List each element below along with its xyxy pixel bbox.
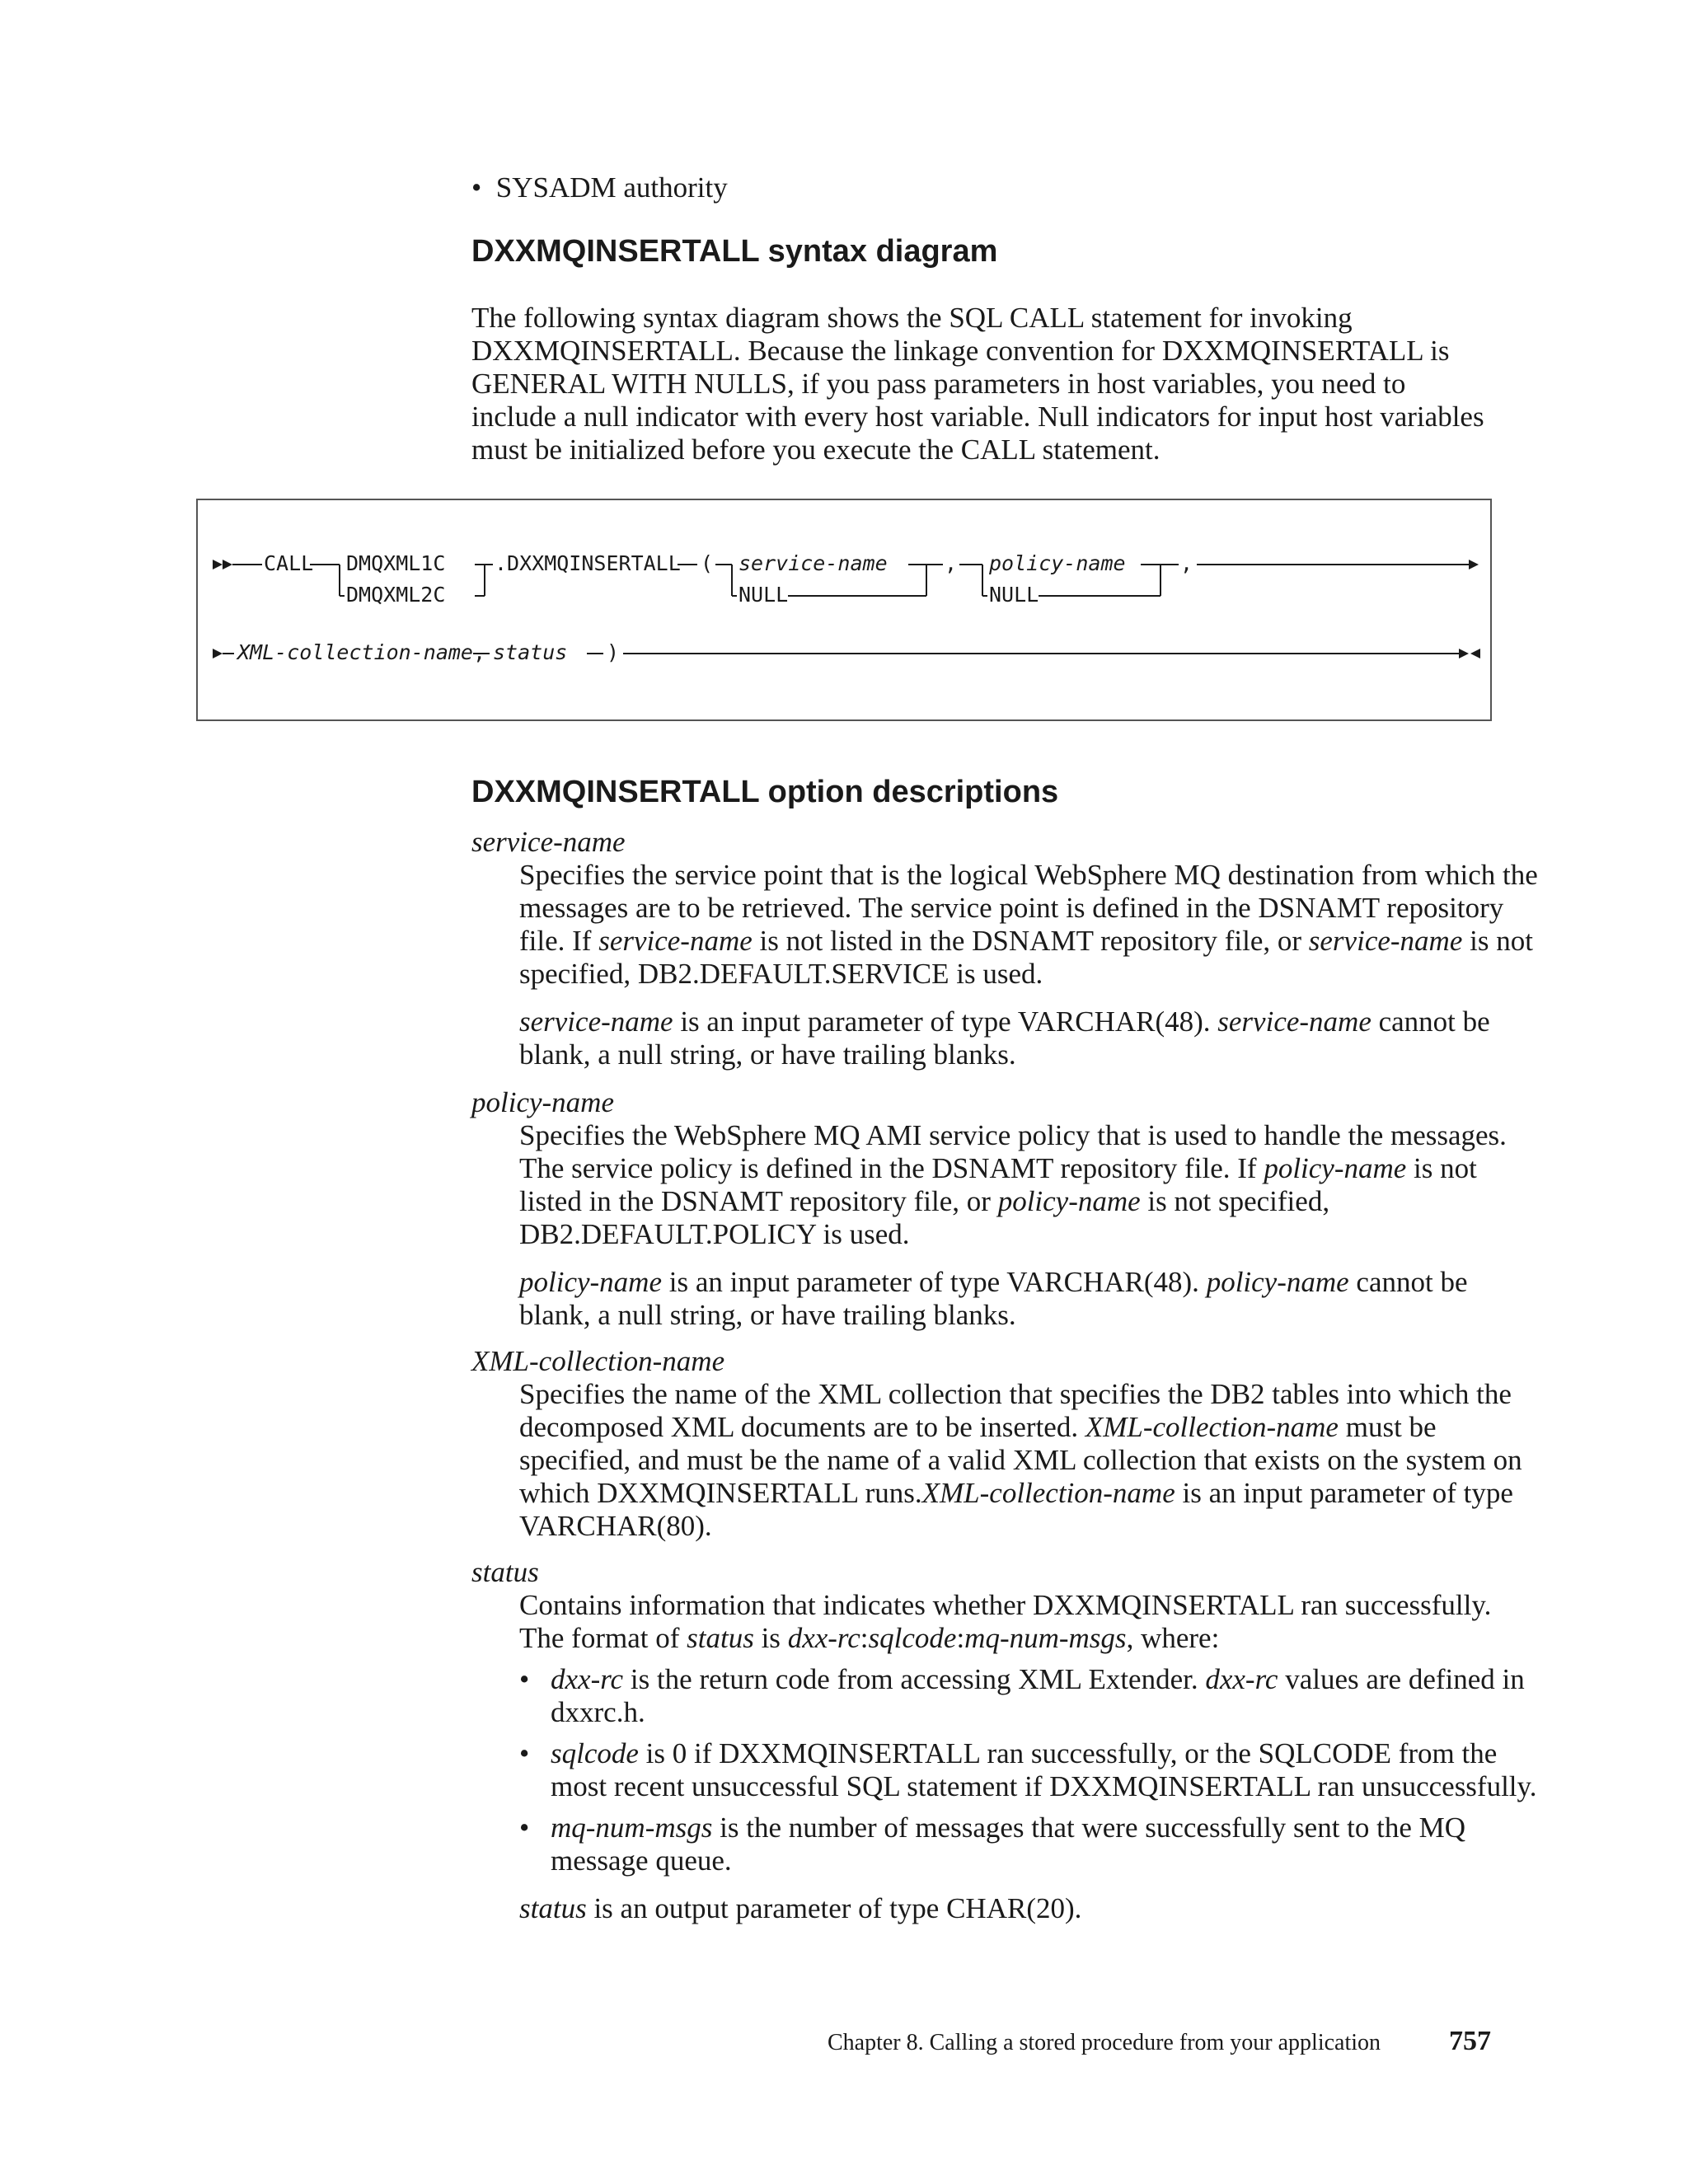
- end-arrow-icon: [1459, 649, 1469, 658]
- diagram-close-paren: ): [607, 640, 620, 664]
- desc-service-name: [519, 859, 1541, 1071]
- diagram-comma-3: ,: [472, 640, 486, 664]
- continue-arrow-icon: [213, 649, 223, 658]
- text-run: is: [753, 1622, 788, 1654]
- text-run: cannot be blank, a null string, or have trailing blanks.: [519, 1266, 1468, 1331]
- footer-chapter-text: Chapter 8. Calling a stored procedure from your application: [828, 2030, 1381, 2055]
- text-run-italic: policy-name: [997, 1185, 1141, 1217]
- text-run: is the return code from accessing XML Extender.: [623, 1663, 1206, 1695]
- diagram-null-1: NULL: [738, 583, 789, 607]
- text-run-italic: policy-name: [519, 1266, 662, 1298]
- text-run-italic: dxx-rc: [551, 1663, 624, 1695]
- diagram-status: [493, 640, 567, 665]
- desc-policy-name: [519, 1119, 1541, 1332]
- desc-policy-name-p2: [519, 1266, 1541, 1332]
- text-run-italic: service-name: [1308, 925, 1463, 957]
- intro-bullet: [471, 171, 728, 204]
- desc-status: [519, 1589, 1541, 1925]
- diagram-policy-name-text: policy-name: [989, 551, 1126, 575]
- syntax-heading: DXXMQINSERTALL syntax diagram: [471, 234, 998, 269]
- diagram-service-name: [738, 551, 888, 576]
- text-run: is 0 if DXXMQINSERTALL ran successfully, or the SQLCODE from the most recent unsuccessful SQL statement if DXXMQINSERTALL ran unsuccessfully.: [551, 1737, 1537, 1802]
- text-run-italic: sqlcode: [868, 1622, 957, 1654]
- desc-status-p2: [519, 1892, 1541, 1925]
- diagram-status-text: status: [493, 640, 568, 664]
- diagram-schema-option-2: DMQXML2C: [346, 583, 446, 607]
- text-run: :: [860, 1622, 869, 1654]
- text-run: values are defined in dxxrc.h.: [551, 1663, 1525, 1728]
- start-arrow-icon: [223, 560, 232, 569]
- desc-service-name-p1: [519, 859, 1541, 991]
- text-run-italic: policy-name: [1264, 1152, 1407, 1184]
- bullet-glyph: •: [471, 171, 496, 204]
- diagram-xml-collection-name-text: XML-collection-name: [237, 640, 473, 664]
- text-run-italic: XML-collection-name: [921, 1477, 1175, 1509]
- text-run-italic: status: [519, 1892, 587, 1924]
- text-run-italic: service-name: [1217, 1005, 1372, 1038]
- text-run-italic: status: [687, 1622, 754, 1654]
- text-run: is an output parameter of type CHAR(20).: [586, 1892, 1082, 1924]
- status-bullet-list: [519, 1663, 1541, 1877]
- list-item: [519, 1737, 1541, 1803]
- continue-arrow-icon: [1469, 560, 1479, 569]
- desc-status-p1: [519, 1589, 1541, 1655]
- diagram-null-2: NULL: [989, 583, 1039, 607]
- desc-policy-name-p1: [519, 1119, 1541, 1251]
- text-run-italic: policy-name: [1206, 1266, 1349, 1298]
- text-run: is an input parameter of type VARCHAR(80).: [519, 1477, 1513, 1542]
- text-run: Specifies the name of the XML collection that specifies the DB2 tables into which the decomposed XML documents are to be inserted.: [519, 1378, 1512, 1443]
- list-item: [519, 1663, 1541, 1729]
- page-number: 757: [1449, 2026, 1491, 2056]
- text-run: Specifies the WebSphere MQ AMI service policy that is used to handle the messages. The service policy is defined in the DSNAMT repository file. If: [519, 1119, 1507, 1184]
- text-run: is not specified, DB2.DEFAULT.POLICY is used.: [519, 1185, 1330, 1250]
- text-run: Contains information that indicates whether DXXMQINSERTALL ran successfully. The format of: [519, 1589, 1492, 1654]
- end-arrow-icon: [1470, 649, 1480, 658]
- diagram-xml-collection-name: [237, 640, 485, 665]
- text-run-italic: dxx-rc: [787, 1622, 860, 1654]
- diagram-service-name-text: service-name: [738, 551, 888, 575]
- text-run-italic: service-name: [519, 1005, 673, 1038]
- diagram-schema-option-1: DMQXML1C: [346, 551, 446, 575]
- text-run-italic: dxx-rc: [1205, 1663, 1278, 1695]
- diagram-comma-2: ,: [1180, 551, 1193, 575]
- text-run: cannot be blank, a null string, or have trailing blanks.: [519, 1005, 1490, 1071]
- diagram-procedure: .DXXMQINSERTALL: [495, 551, 681, 575]
- text-run-italic: mq-num-msgs: [551, 1811, 713, 1844]
- text-run: is an input parameter of type VARCHAR(48).: [661, 1266, 1207, 1298]
- term-status: status: [471, 1556, 539, 1588]
- text-run: is not listed in the DSNAMT repository file, or: [519, 1152, 1477, 1217]
- text-run: :: [956, 1622, 965, 1654]
- text-run: is an input parameter of type VARCHAR(48).: [673, 1005, 1218, 1038]
- text-run: Specifies the service point that is the logical WebSphere MQ destination from which the messages are to be retrieved. The service point is defined in the DSNAMT repository file. If: [519, 859, 1538, 957]
- text-run: is not listed in the DSNAMT repository file, or: [752, 925, 1309, 957]
- intro-bullet-text: SYSADM authority: [495, 171, 728, 204]
- start-arrow-icon: [213, 560, 223, 569]
- text-run-italic: XML-collection-name: [1085, 1411, 1339, 1443]
- desc-xml-collection-name-p1: [519, 1378, 1541, 1543]
- desc-xml-collection-name: [519, 1378, 1541, 1543]
- text-run-italic: service-name: [598, 925, 753, 957]
- text-run: , where:: [1126, 1622, 1220, 1654]
- diagram-call: CALL: [264, 551, 314, 575]
- syntax-diagram: [196, 499, 1492, 721]
- text-run: is not specified, DB2.DEFAULT.SERVICE is used.: [519, 925, 1533, 990]
- options-heading: DXXMQINSERTALL option descriptions: [471, 775, 1059, 809]
- syntax-diagram-svg: [198, 500, 1493, 723]
- text-run-italic: sqlcode: [551, 1737, 639, 1769]
- diagram-comma-1: ,: [945, 551, 958, 575]
- syntax-paragraph: The following syntax diagram shows the SQL CALL statement for invoking DXXMQINSERTALL. Because the linkage convention for DXXMQINSERTALL is GENERAL WITH NULLS, if you pass parameters in host variables, you need to include a null indicator with every host variable. Null indicators for input host variables must be initialized before you execute the CALL statement.: [471, 302, 1484, 466]
- diagram-policy-name: [989, 551, 1126, 576]
- desc-service-name-p2: [519, 1005, 1541, 1071]
- term-policy-name: policy-name: [471, 1086, 614, 1118]
- diagram-open-paren: (: [701, 551, 714, 575]
- term-service-name: service-name: [471, 826, 626, 858]
- text-run-italic: mq-num-msgs: [964, 1622, 1127, 1654]
- text-run: must be specified, and must be the name of a valid XML collection that exists on the system on which DXXMQINSERTALL runs.: [519, 1411, 1522, 1509]
- term-xml-collection-name: XML-collection-name: [471, 1345, 725, 1377]
- list-item: [519, 1811, 1541, 1877]
- text-run: is the number of messages that were successfully sent to the MQ message queue.: [551, 1811, 1466, 1877]
